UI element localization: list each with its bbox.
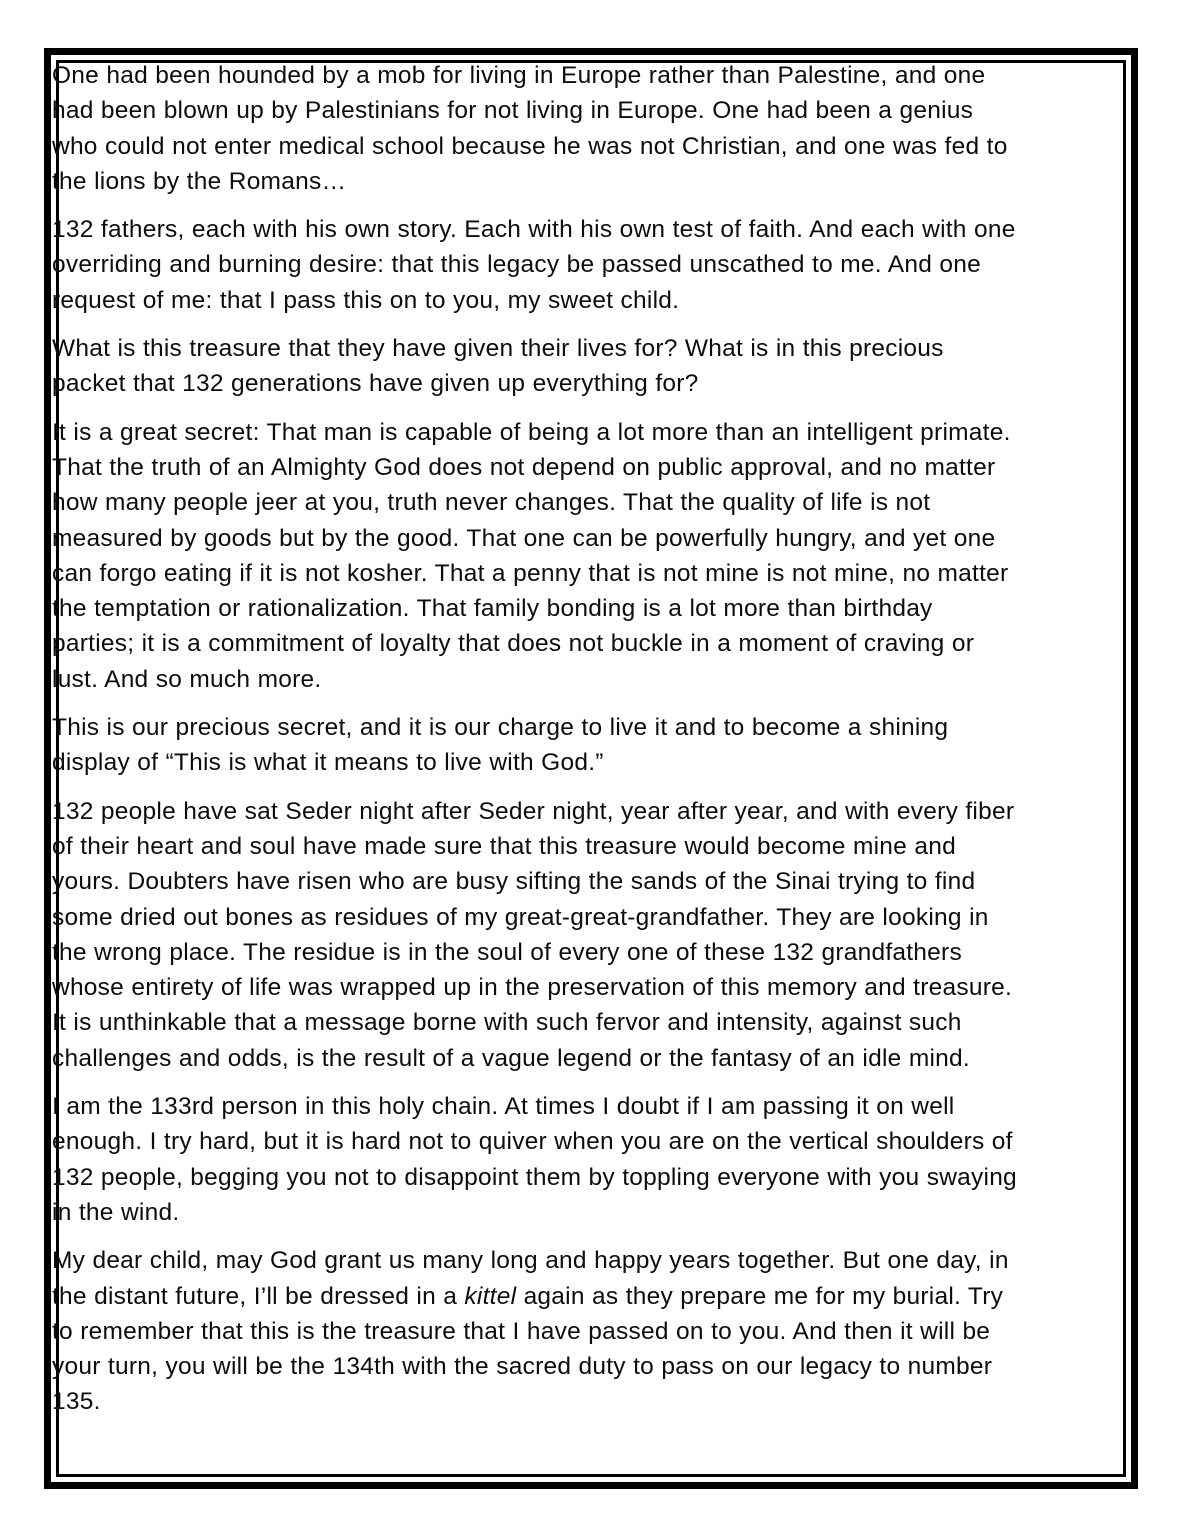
- paragraph-6: 132 people have sat Seder night after Seder night, year after year, and with every fiber of their heart and soul have made sure that this treasure would become mine and yours. Doubters have risen who are busy sifting the sands of the Sinai trying to find some dried out bones as residues of my great-great-grandfather. They are looking in the wrong place. The residue is in the soul of every one of these 132 grandfathers whose entirety of life was wrapped up in the preservation of this memory and treasure. It is unthinkable that a message borne with such fervor and intensity, against such challenges and odds, is the result of a vague legend or the fantasy of an idle mind.: [52, 797, 1015, 1072]
- paragraph-8: [52, 1243, 1018, 1419]
- paragraph-3: What is this treasure that they have given their lives for? What is in this precious packet that 132 generations have given up everything for?: [52, 335, 944, 398]
- paragraph-1: One had been hounded by a mob for living in Europe rather than Palestine, and one had been blown up by Palestinians for not living in Europe. One had been a genius who could not enter medical school because he was not Christian, and one was fed to the lions by the Romans…: [52, 62, 1008, 195]
- paragraph-7: I am the 133rd person in this holy chain. At times I doubt if I am passing it on well enough. I try hard, but it is hard not to quiver when you are on the vertical shoulders of 132 people, begging you not to disappoint them by toppling everyone with you swaying in the wind.: [52, 1093, 1017, 1226]
- emphasized-term-kittel: kittel: [464, 1282, 517, 1310]
- paragraph-4: It is a great secret: That man is capable of being a lot more than an intelligent primate. That the truth of an Almighty God does not depend on public approval, and no matter how many people jeer at you, truth never changes. That the quality of life is not measured by goods but by the good. That one can be powerfully hungry, and yet one can forgo eating if it is not kosher. That a penny that is not mine is not mine, no matter the temptation or rationalization. That family bonding is a lot more than birthday parties; it is a commitment of loyalty that does not buckle in a moment of craving or lust. And so much more.: [52, 418, 1011, 693]
- paragraph-8-text-after: again as they prepare me for my burial. Try to remember that this is the treasure that I have passed on to you. And then it will be your turn, you will be the 134th with the sacred duty to pass on our legacy to number 135.: [52, 1282, 1004, 1416]
- document-body: [52, 58, 1018, 1420]
- paragraph-8-text-before: My dear child, may God grant us many long and happy years together. But one day, in the distant future, I’ll be dressed in a: [52, 1247, 1009, 1310]
- paragraph-5: This is our precious secret, and it is our charge to live it and to become a shining display of “This is what it means to live with God.”: [52, 714, 949, 777]
- paragraph-2: 132 fathers, each with his own story. Each with his own test of faith. And each with one overriding and burning desire: that this legacy be passed unscathed to me. And one request of me: that I pass this on to you, my sweet child.: [52, 216, 1016, 314]
